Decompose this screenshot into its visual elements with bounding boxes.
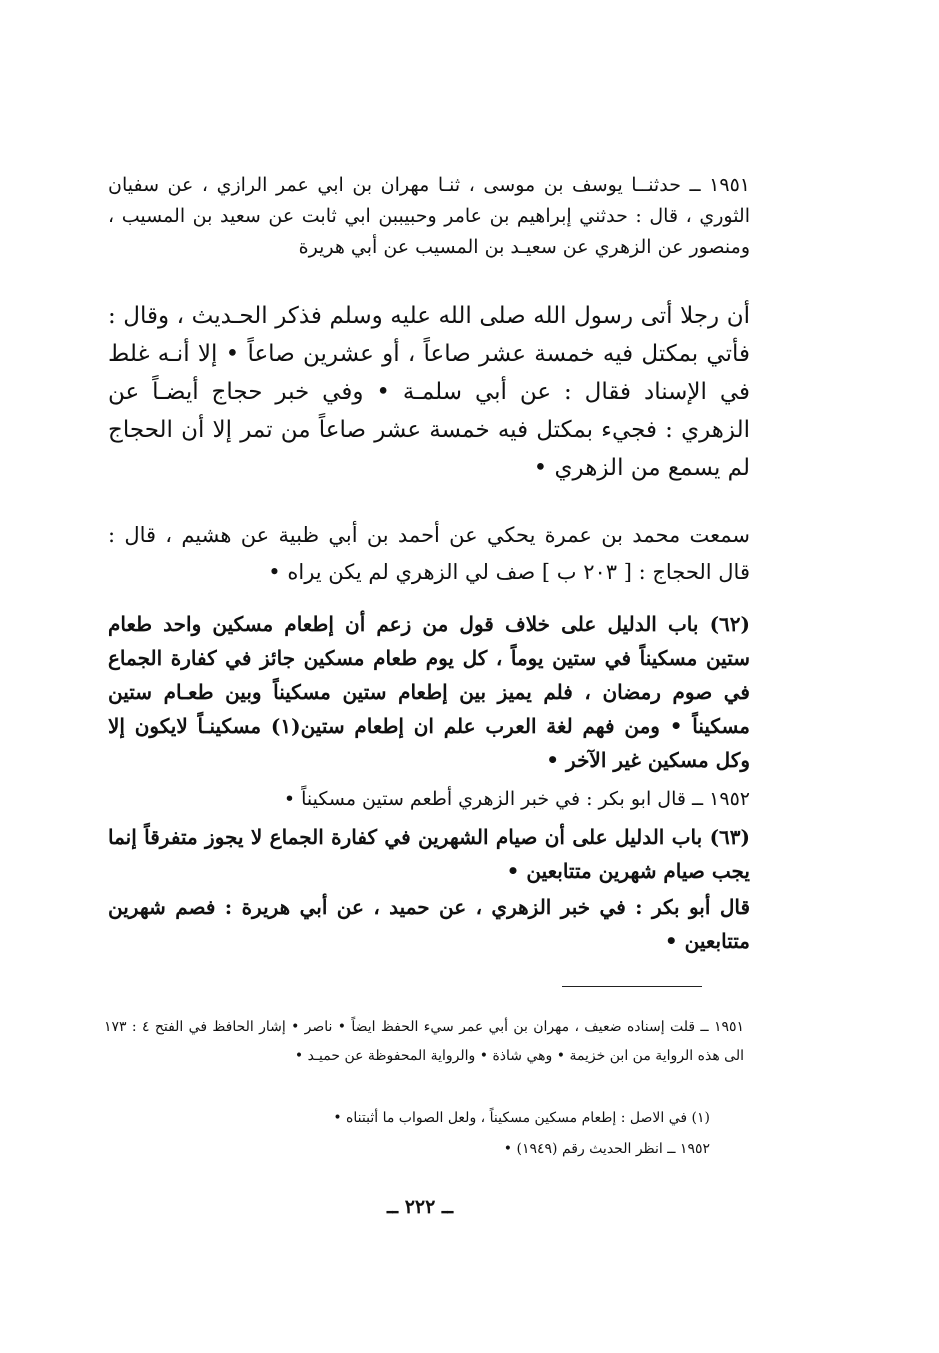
chapter-63-heading: (٦٣) باب الدليل على أن صيام الشهرين في كفارة الجماع لا يجوز متفرقاً إنما يجب صيام شهرين متتابعين •: [108, 825, 750, 883]
footnote-separator: [562, 986, 702, 987]
page-number: ــ ٢٢٢ ــ: [386, 1196, 454, 1218]
abu-bakr-statement: قال أبو بكر : في خبر الزهري ، عن حميد ، عن أبي هريرة : فصم شهرين متتابعين •: [108, 895, 750, 953]
note-hajjaj: سمعت محمد بن عمرة يحكي عن أحمد بن أبي ظبية عن هشيم ، قال : قال الحجاج : [ ٢٠٣ ب ] صف لي الزهري لم يكن يراه •: [108, 523, 750, 584]
footnote-1951: ١٩٥١ ــ قلت إسناده ضعيف ، مهران بن أبي عمر سيء الحفظ ايضاً • ناصر • إشار الحافظ في الفتح ٤ : ١٧٣ الى هذه الرواية من ابن خزيمة • وهي شاذة • والرواية المحفوظة عن حميـد •: [104, 1019, 745, 1064]
hadith-1952: ١٩٥٢ ــ قال ابو بكر : في خبر الزهري أطعم ستين مسكيناً •: [283, 788, 750, 810]
hadith-1951-isnad: ١٩٥١ ــ حدثنــا يوسف بن موسى ، ثنـا مهران بن ابي عمر الرازي ، عن سفيان الثوري ، قال : حدثني إبراهيم بن عامر وحبيببن ابي ثابت عن سعيد بن المسيب ، ومنصور عن الزهري عن سعيـد بن المسيب عن أبي هريرة: [108, 174, 750, 258]
footnote-1952: ١٩٥٢ ــ انظر الحديث رقم (١٩٤٩) •: [503, 1141, 710, 1157]
chapter-62-heading: (٦٢) باب الدليل على خلاف قول من زعم أن إطعام مسكين واحد طعام ستين مسكيناً في ستين يوماً ، كل يوم طعام مسكين جائز في كفارة الجماع في صوم رمضان ، فلم يميز بين إطعام ستين مسكيناً وبين طعـام ستين مسكيناً • ومن فهم لغة العرب علم ان إطعام ستين(١) مسكينـاً لايكون إلا وكل مسكين غير الآخر •: [108, 612, 750, 772]
hadith-1951-matn: أن رجلا أتى رسول الله صلى الله عليه وسلم فذكر الحـديث ، وقال : فأتي بمكتل فيه خمسة عشر صاعاً ، أو عشرين صاعاً • إلا أنـه غلط في الإسناد فقال : عن أبي سلمـة • وفي خبر حجاج أيضـاً عن الزهري : فجيء بمكتل فيه خمسة عشر صاعاً من تمر إلا أن الحجاج لم يسمع من الزهري •: [108, 303, 750, 481]
footnote-1: (١) في الاصل : إطعام مسكين مسكيناً ، ولعل الصواب ما أثبتناه •: [333, 1110, 710, 1126]
